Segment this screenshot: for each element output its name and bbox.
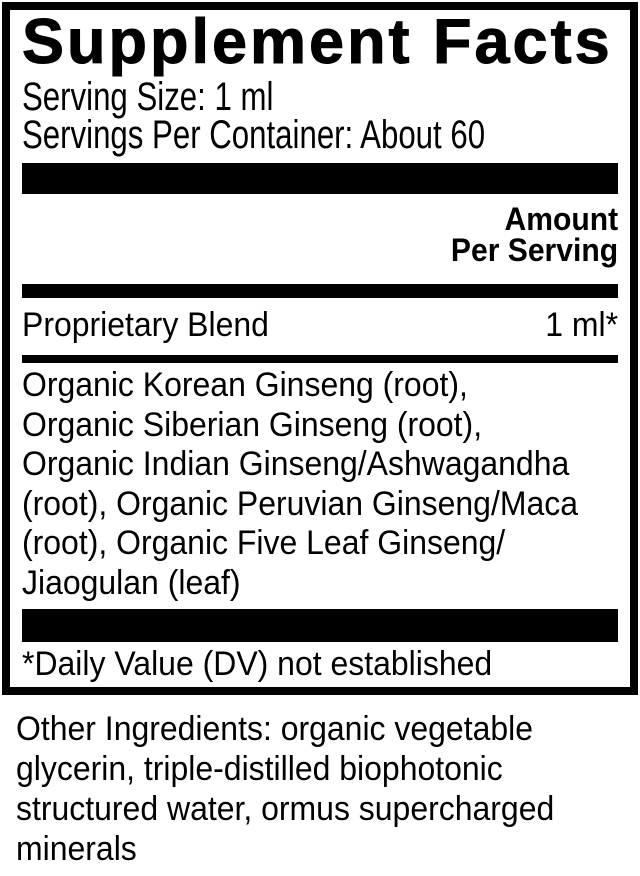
proprietary-blend-row [22,306,618,344]
separator-bar-thin [22,355,618,363]
other-ingredients-line-2: glycerin, triple-distilled biophotonic [16,749,503,788]
ingredients-line-4: (root), Organic Peruvian Ginseng/Maca [22,484,578,523]
ingredients-line-2: Organic Siberian Ginseng (root), [22,405,483,444]
servings-per-container-row [22,113,618,157]
proprietary-blend-name: Proprietary Blend [22,306,269,344]
servings-per-container-text: Servings Per Container: About 60 [22,113,486,157]
ingredients-line-6: Jiaogulan (leaf) [22,563,241,602]
ingredients-line-5: (root), Organic Five Leaf Ginseng/ [22,524,506,563]
amount-per-serving-header [22,201,619,268]
ingredients-line-1: Organic Korean Ginseng (root), [22,366,468,404]
separator-bar-bottom-thick [22,609,618,642]
other-ingredients-line-1: Other Ingredients: organic vegetable [16,709,534,748]
amount-header-line2: Per Serving [450,232,619,268]
daily-value-footnote: *Daily Value (DV) not established [22,644,493,683]
separator-bar-medium [22,284,618,298]
ingredients-line-3: Organic Indian Ginseng/Ashwagandha [22,445,570,484]
amount-header-line1: Amount [504,201,619,237]
serving-size-row [22,75,618,119]
supplement-facts-panel [2,2,638,695]
serving-size-text: Serving Size: 1 ml [22,75,274,119]
other-ingredients-line-3: structured water, ormus supercharged [16,789,555,828]
other-ingredients-paragraph [16,709,640,869]
panel-title: Supplement Facts [22,7,613,77]
separator-bar-top-thick [22,163,618,194]
blend-ingredients-list [22,366,618,604]
proprietary-blend-amount: 1 ml* [545,306,619,344]
other-ingredients-line-4: minerals [16,829,137,868]
